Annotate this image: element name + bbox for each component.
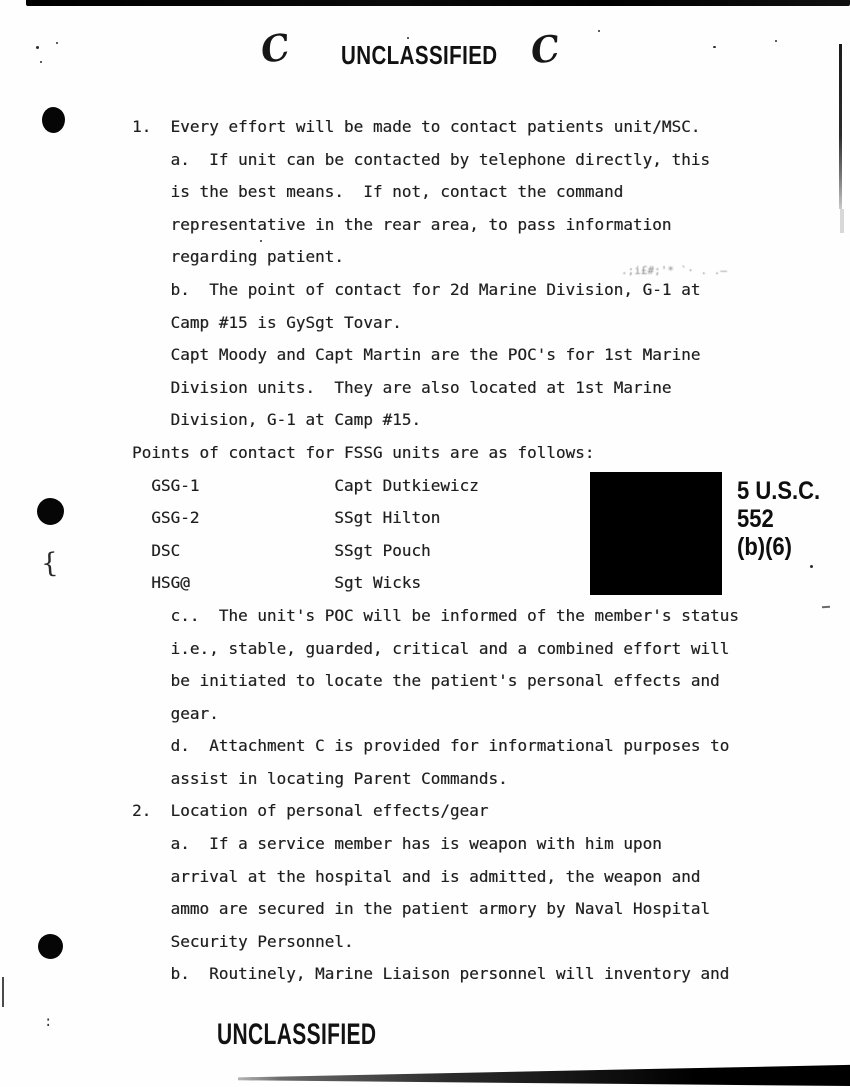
hole-punch-mark — [42, 107, 65, 133]
text-line: d. Attachment C is provided for informational purposes to — [132, 736, 730, 756]
ink-speck — [713, 46, 716, 48]
text-line: representative in the rear area, to pass information — [132, 214, 672, 234]
text-line: ammo are secured in the patient armory by Naval Hospital — [132, 899, 710, 919]
redaction-exemption-citation — [737, 477, 820, 561]
scan-tick-left-edge — [2, 977, 4, 1007]
redaction-box — [590, 472, 722, 595]
ink-speck — [40, 61, 42, 63]
ink-colon-mark: : — [44, 1014, 53, 1030]
hole-punch-mark — [37, 498, 64, 525]
text-line: b. Routinely, Marine Liaison personnel will inventory and — [132, 964, 730, 984]
ink-speck — [56, 42, 58, 44]
text-line: c.. The unit's POC will be informed of the member's status — [132, 605, 739, 625]
citation-line: 5 U.S.C. — [737, 477, 821, 505]
text-line: gear. — [132, 703, 219, 723]
text-line: arrival at the hospital and is admitted, the weapon and — [132, 866, 701, 886]
text-line: is the best means. If not, contact the command — [132, 182, 624, 202]
ink-speck — [407, 37, 409, 39]
text-line: a. If a service member has is weapon with him upon — [132, 834, 662, 854]
scan-edge-top-bar — [26, 0, 850, 6]
footer-classification-stamp: UNCLASSIFIED — [217, 1018, 377, 1051]
ink-speck — [36, 46, 39, 49]
scan-edge-right-line-faint — [840, 209, 844, 233]
hole-punch-mark — [38, 934, 63, 959]
handwritten-c-mark-left: C — [257, 25, 294, 73]
citation-line: 552 — [737, 505, 774, 533]
text-line: b. The point of contact for 2d Marine Division, G-1 at — [132, 279, 701, 299]
text-line: i.e., stable, guarded, critical and a combined effort will — [132, 638, 730, 658]
text-line: assist in locating Parent Commands. — [132, 768, 508, 788]
handwritten-brace-mark: { — [40, 547, 59, 580]
text-line: HSG@ Sgt Wicks — [132, 573, 421, 593]
scan-smudge: .;i£#;'* `· . .— — [621, 264, 727, 277]
text-line: DSC SSgt Pouch — [132, 540, 431, 560]
handwritten-c-mark-right: C — [528, 27, 563, 73]
text-line: GSG-2 SSgt Hilton — [132, 508, 441, 528]
text-line: Security Personnel. — [132, 931, 354, 951]
citation-line: (b)(6) — [737, 533, 792, 561]
text-line: Division, G-1 at Camp #15. — [132, 410, 421, 430]
text-line: Capt Moody and Capt Martin are the POC's for 1st Marine — [132, 345, 701, 365]
text-line: Camp #15 is GySgt Tovar. — [132, 312, 402, 332]
header-classification-stamp: UNCLASSIFIED — [341, 40, 498, 70]
text-line: Division units. They are also located at 1st Marine — [132, 377, 672, 397]
ink-dash-right-margin — [822, 606, 830, 609]
scan-edge-bottom-bar — [238, 1063, 850, 1087]
text-line: 2. Location of personal effects/gear — [132, 801, 489, 821]
text-line: Points of contact for FSSG units are as follows: — [132, 442, 595, 462]
text-line: GSG-1 Capt Dutkiewicz — [132, 475, 479, 495]
scan-edge-right-line — [839, 44, 842, 209]
text-line: 1. Every effort will be made to contact patients unit/MSC. — [132, 117, 701, 136]
ink-speck — [810, 565, 813, 568]
text-line: regarding patient. — [132, 247, 344, 267]
text-line: a. If unit can be contacted by telephone directly, this — [132, 149, 710, 169]
text-line: be initiated to locate the patient's personal effects and — [132, 671, 720, 691]
ink-speck — [598, 30, 600, 32]
ink-speck — [775, 40, 777, 42]
